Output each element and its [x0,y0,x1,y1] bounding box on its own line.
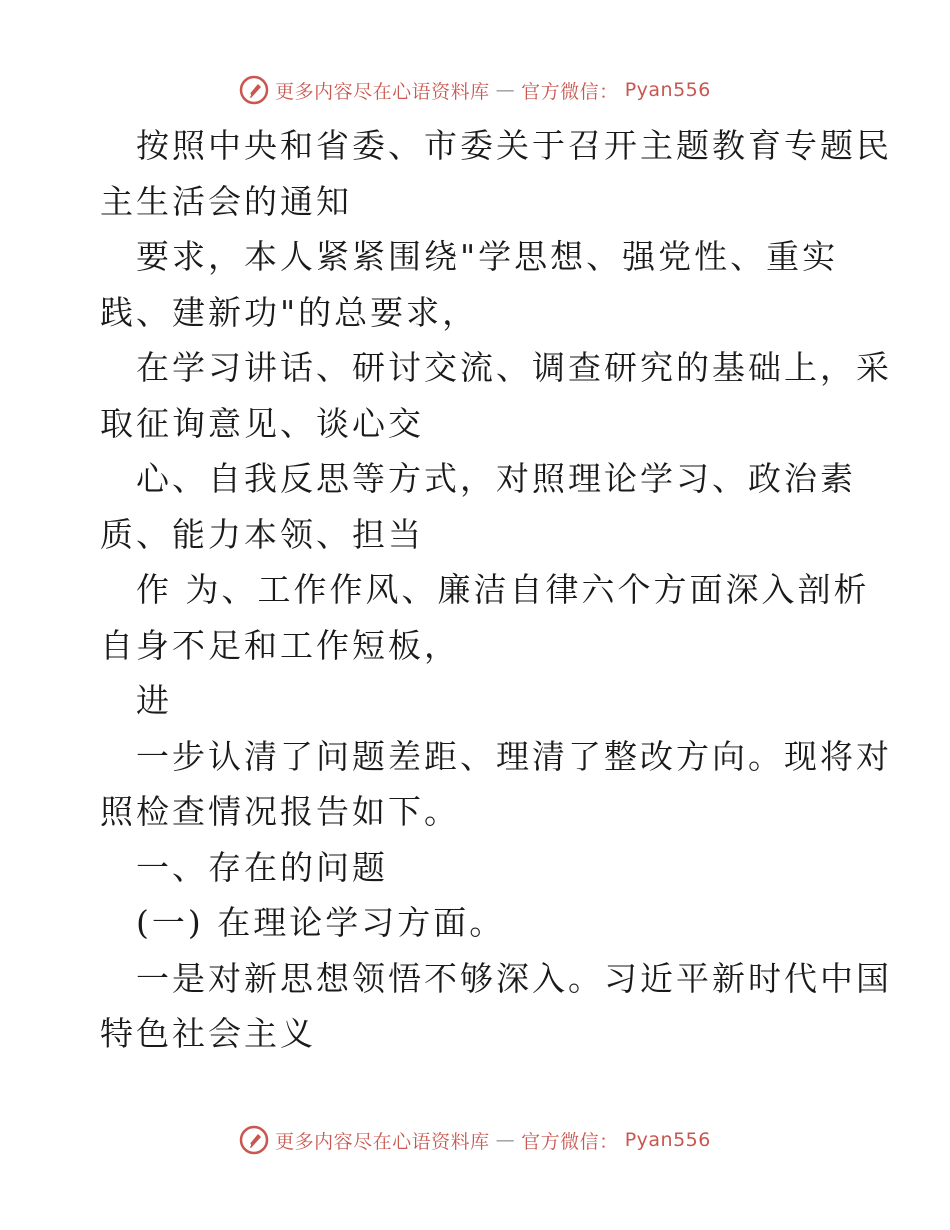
text-line: 质、能力本领、担当 [100,514,424,554]
text-line: 心、自我反思等方式，对照理论学习、政治素 [136,459,856,498]
watermark-id: Pyan556 [624,79,711,101]
text-line: 在学习讲话、研讨交流、调查研究的基础上，采 [136,348,892,387]
watermark-suffix: 官方微信： [521,80,619,103]
watermark-id: Pyan556 [624,1129,711,1151]
text-line: 自身不足和工作短板， [100,625,460,665]
watermark-separator: — [495,79,516,101]
text-line: 践、建新功"的总要求， [100,292,479,332]
watermark-separator: — [495,1129,516,1151]
pen-logo-icon [239,1125,269,1155]
pen-logo-icon [239,75,269,105]
text-line: 作 为、工作作风、廉洁自律六个方面深入剖析 [136,570,870,609]
text-line: (一) 在理论学习方面。 [136,903,506,942]
text-line: 按照中央和省委、市委关于召开主题教育专题民 [136,126,892,165]
watermark-text: 更多内容尽在心语资料库 [275,80,490,103]
text-line: 要求，本人紧紧围绕"学思想、强党性、重实 [136,237,839,276]
footer-watermark [0,1120,950,1160]
text-line: 一是对新思想领悟不够深入。习近平新时代中国 [136,958,892,998]
text-line: 取征询意见、谈心交 [100,403,424,443]
text-line: 进 [136,681,172,720]
text-line: 一、存在的问题 [136,847,388,887]
document-body [100,118,892,1062]
text-line: 照检查情况报告如下。 [100,792,460,831]
text-line: 主生活会的通知 [100,181,352,221]
watermark-suffix: 官方微信： [521,1130,619,1153]
watermark-text: 更多内容尽在心语资料库 [275,1130,490,1153]
text-line: 特色社会主义 [100,1014,316,1053]
header-watermark [0,70,950,110]
text-line: 一步认清了问题差距、理清了整改方向。现将对 [136,736,892,776]
